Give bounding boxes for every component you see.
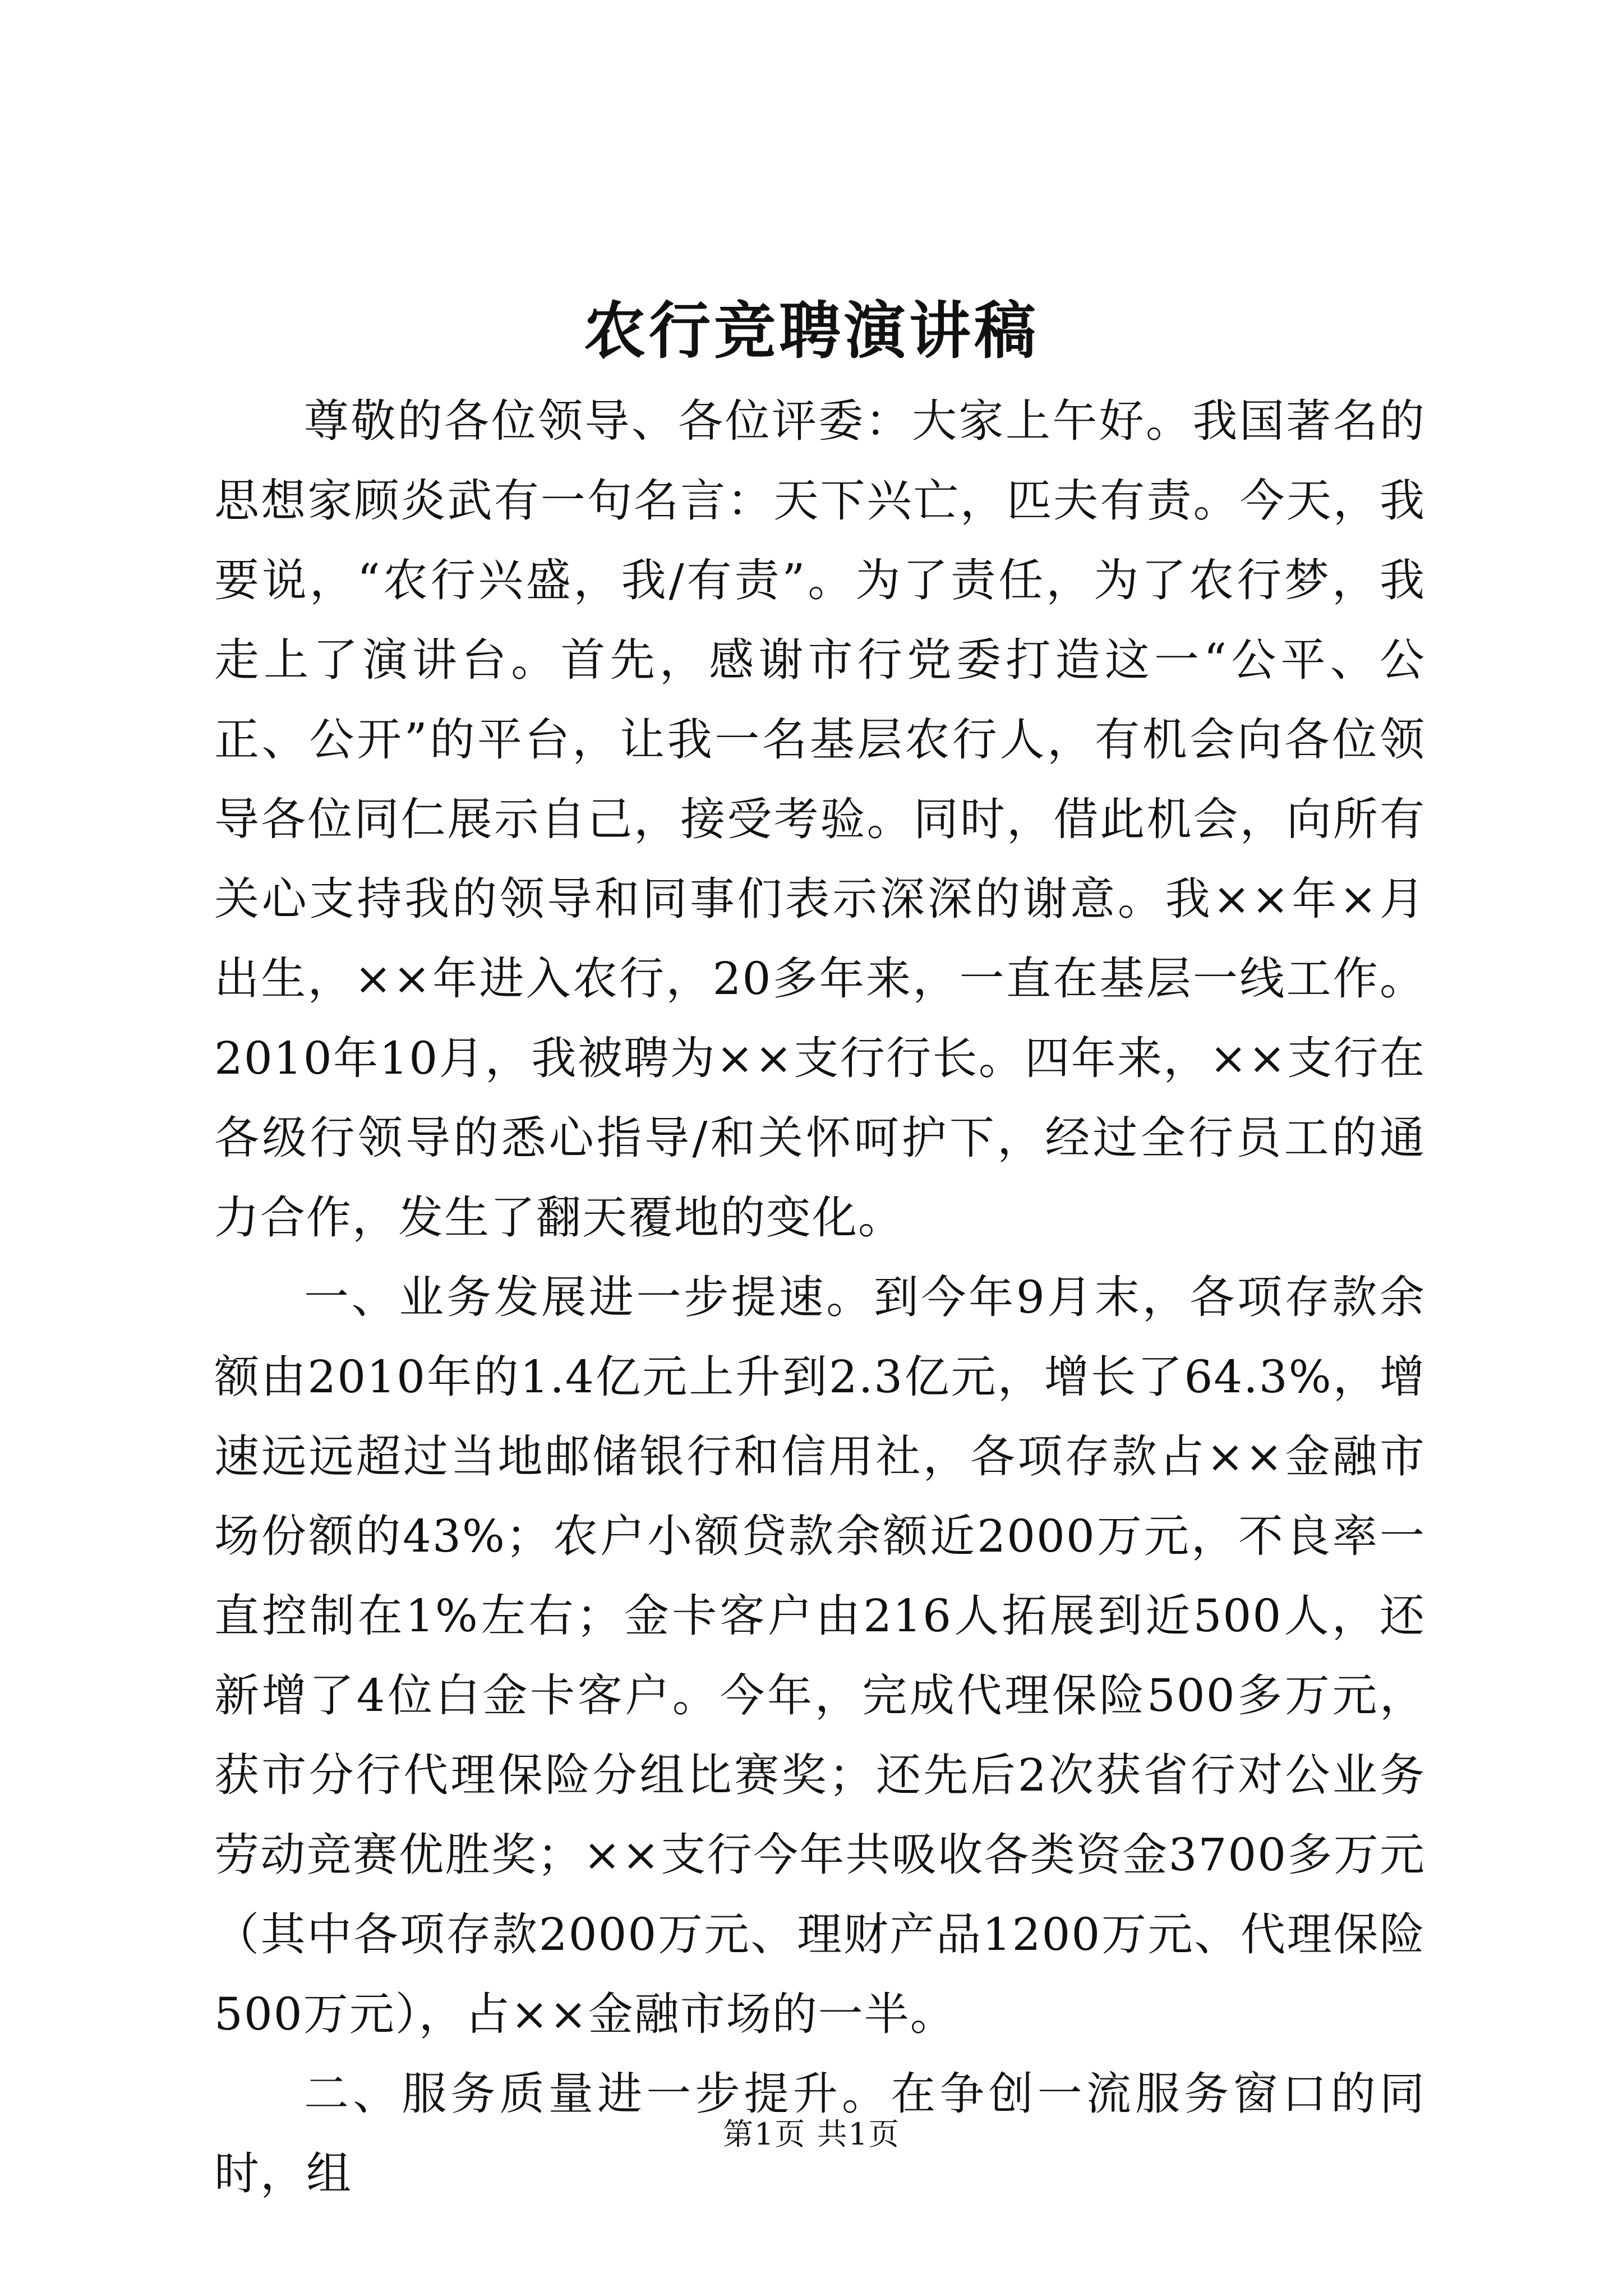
document-body	[214, 381, 1426, 2214]
document-title: 农行竞聘演讲稿	[584, 295, 1039, 367]
paragraph-intro: 尊敬的各位领导、各位评委：大家上午好。我国著名的思想家顾炎武有一句名言：天下兴亡，匹夫有责。今天，我要说，“农行兴盛，我/有责”。为了责任，为了农行梦，我走上了演讲台。首先，感谢市行党委打造这一“公平、公正、公开”的平台，让我一名基层农行人，有机会向各位领导各位同仁展示自己，接受考验。同时，借此机会，向所有关心支持我的领导和同事们表示深深的谢意。我××年×月出生，××年进入农行，20多年来，一直在基层一线工作。2010年10月，我被聘为××支行行长。四年来，××支行在各级行领导的悉心指导/和关怀呵护下，经过全行员工的通力合作，发生了翻天覆地的变化。	[214, 395, 1426, 1244]
page-footer: 第1页 共1页	[723, 2116, 900, 2152]
paragraph-service-quality: 二、服务质量进一步提升。在争创一流服务窗口的同时，组	[214, 2068, 1426, 2200]
paragraph-business-growth: 一、业务发展进一步提速。到今年9月末，各项存款余额由2010年的1.4亿元上升到2.3亿元，增长了64.3%，增速远远超过当地邮储银行和信用社，各项存款占××金融市场份额的43%；农户小额贷款余额近2000万元，不良率一直控制在1%左右；金卡客户由216人拓展到近500人，还新增了4位白金卡客户。今年，完成代理保险500多万元，获市分行代理保险分组比赛奖；还先后2次获省行对公业务劳动竞赛优胜奖；××支行今年共吸收各类资金3700多万元（其中各项存款2000万元、理财产品1200万元、代理保险500万元），占××金融市场的一半。	[214, 1271, 1426, 2040]
